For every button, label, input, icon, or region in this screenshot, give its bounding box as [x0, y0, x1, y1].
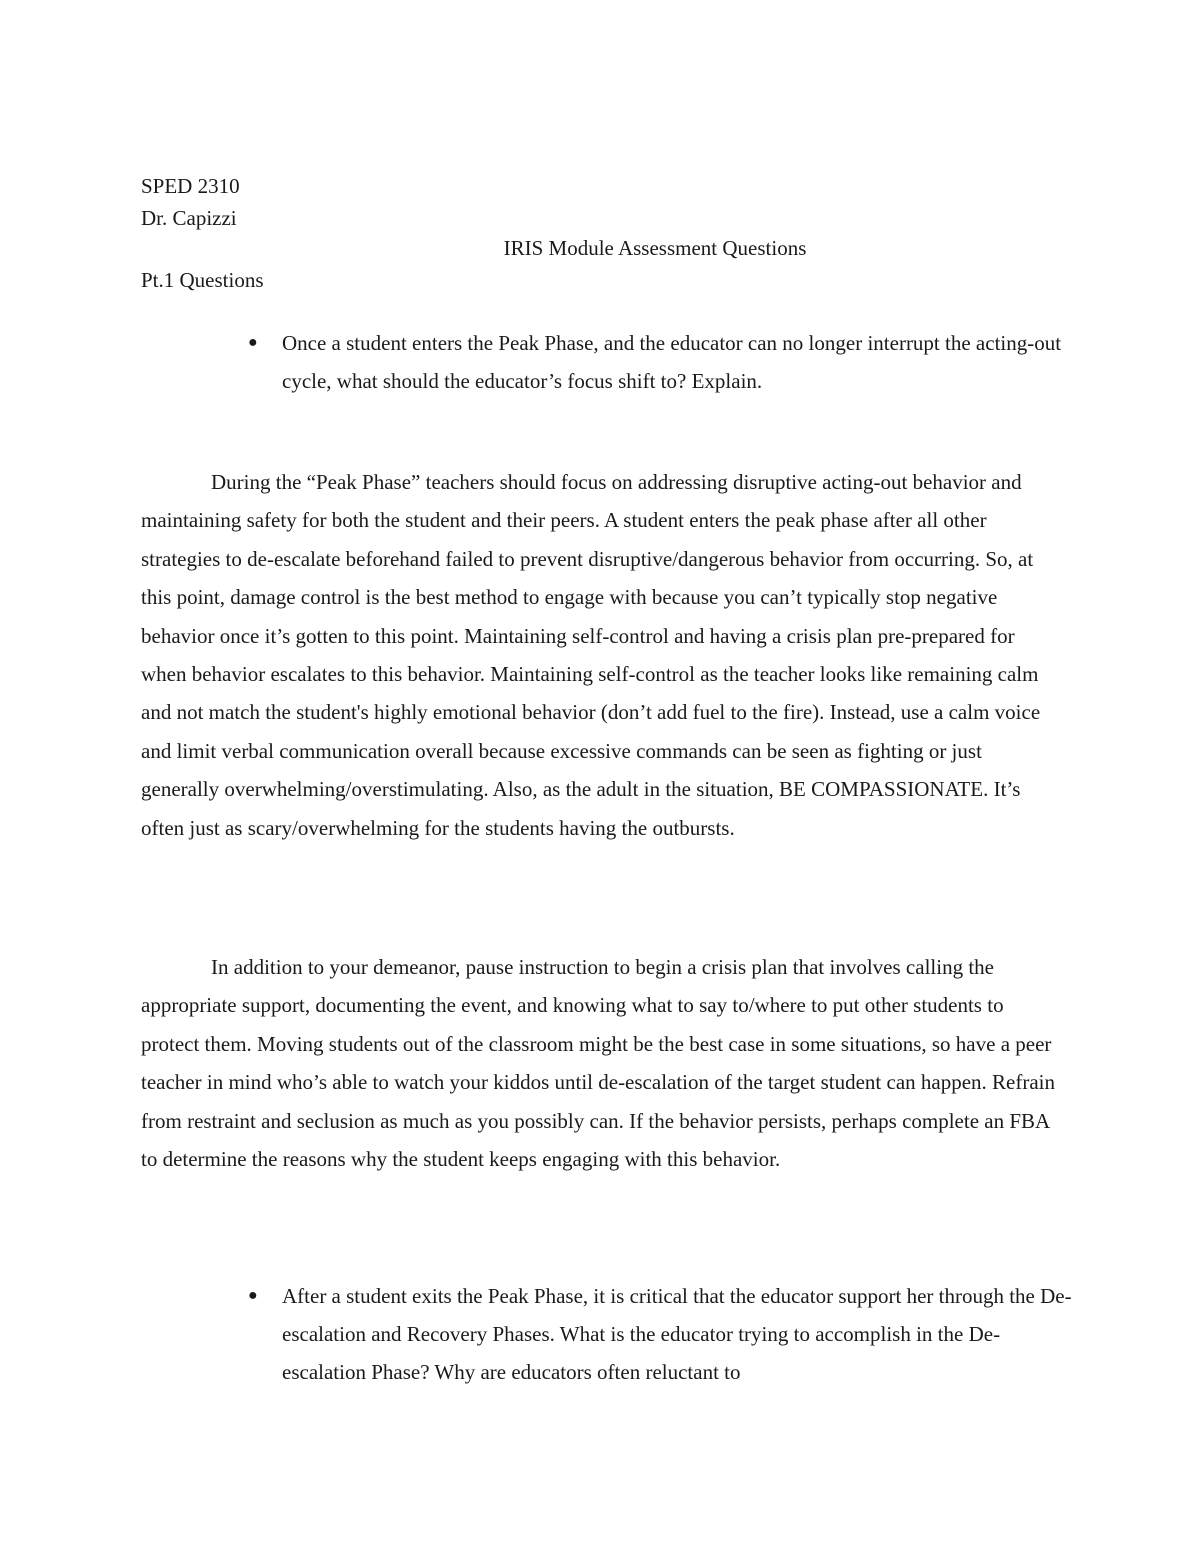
instructor-name: Dr. Capizzi — [141, 206, 237, 230]
bullet-icon: ● — [248, 334, 258, 351]
document-title: IRIS Module Assessment Questions — [503, 236, 807, 260]
course-code: SPED 2310 — [141, 174, 240, 198]
bullet-icon: ● — [248, 1287, 258, 1304]
question-text: Once a student enters the Peak Phase, and the educator can no longer interrupt the acting-out cycle, what should the educator’s focus shift to? Explain. — [282, 331, 1062, 393]
question-text: After a student exits the Peak Phase, it is critical that the educator support her through the De-escalation and Recovery Phases. What is the educator trying to accomplish in the De-escalation Phase? Why are educators often reluctant to — [282, 1284, 1072, 1384]
answer-paragraph: In addition to your demeanor, pause instruction to begin a crisis plan that involves calling the appropriate support, documenting the event, and knowing what to say to/where to put other students to protect them. Moving students out of the classroom might be the best case in some situations, so have a peer teacher in mind who’s able to watch your kiddos until de-escalation of the target student can happen. Refrain from restraint and seclusion as much as you possibly can. If the behavior persists, perhaps complete an FBA to determine the reasons why the student keeps engaging with this behavior. — [141, 955, 1056, 1172]
answer-paragraph: During the “Peak Phase” teachers should focus on addressing disruptive acting-out behavior and maintaining safety for both the student and their peers. A student enters the peak phase after all other strategies to de-escalate beforehand failed to prevent disruptive/dangerous behavior from occurring. So, at this point, damage control is the best method to engage with because you can’t typically stop negative behavior once it’s gotten to this point. Maintaining self-control and having a crisis plan pre-prepared for when behavior escalates to this behavior. Maintaining self-control as the teacher looks like remaining calm and not match the student's highly emotional behavior (don’t add fuel to the fire). Instead, use a calm voice and limit verbal communication overall because excessive commands can be seen as fighting or just generally overwhelming/overstimulating. Also, as the adult in the situation, BE COMPASSIONATE. It’s often just as scary/overwhelming for the students having the outbursts. — [141, 470, 1041, 840]
section-heading: Pt.1 Questions — [141, 268, 264, 292]
